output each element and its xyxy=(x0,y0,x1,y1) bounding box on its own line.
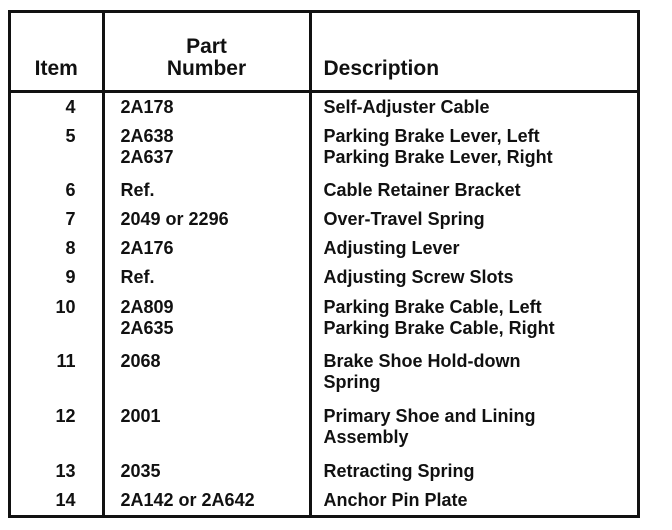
description-line: Parking Brake Cable, Right xyxy=(323,317,555,338)
description-line: Parking Brake Lever, Right xyxy=(323,146,553,167)
description-cell xyxy=(310,402,637,457)
part-number: 2A178 xyxy=(120,96,174,117)
item-number-cell: 8 xyxy=(65,238,76,259)
table-row xyxy=(11,402,637,457)
parts-table-frame xyxy=(8,10,640,518)
header-part-line2: Number xyxy=(166,56,247,80)
part-number-cell xyxy=(103,122,310,177)
table-row xyxy=(11,234,637,263)
part-number-cell xyxy=(103,263,310,292)
item-number-cell: 12 xyxy=(55,406,76,427)
description-line: Adjusting Screw Slots xyxy=(323,267,514,288)
description-cell xyxy=(310,486,637,515)
description-line: Parking Brake Cable, Left xyxy=(323,296,542,317)
part-number: 2A638 xyxy=(120,125,174,146)
table-body xyxy=(11,91,637,515)
item-number-cell: 13 xyxy=(55,460,76,481)
part-number-cell xyxy=(103,402,310,457)
part-number-cell xyxy=(103,457,310,486)
column-header-item xyxy=(11,13,103,91)
column-header-part-number xyxy=(103,13,310,91)
description-line: Anchor Pin Plate xyxy=(323,489,468,510)
description-cell xyxy=(310,457,637,486)
description-line: Parking Brake Lever, Left xyxy=(323,125,540,146)
part-number: 2035 xyxy=(120,460,161,481)
description-cell xyxy=(310,205,637,234)
item-number-cell: 10 xyxy=(55,296,76,317)
description-line: Assembly xyxy=(323,427,409,448)
part-number: 2A637 xyxy=(120,146,174,167)
table-row xyxy=(11,293,637,348)
part-number-cell xyxy=(103,176,310,205)
table-row xyxy=(11,205,637,234)
item-number-cell: 14 xyxy=(55,489,76,510)
description-cell xyxy=(310,176,637,205)
part-number: 2A142 or 2A642 xyxy=(120,489,255,510)
description-line: Cable Retainer Bracket xyxy=(323,180,521,201)
description-cell xyxy=(310,122,637,177)
header-part-line1: Part xyxy=(186,34,227,58)
description-line: Self-Adjuster Cable xyxy=(323,96,490,117)
table-row xyxy=(11,263,637,292)
part-number: Ref. xyxy=(120,180,155,201)
part-number-cell xyxy=(103,293,310,348)
part-number-cell xyxy=(103,91,310,122)
item-number-cell: 5 xyxy=(65,125,76,146)
parts-table xyxy=(11,13,637,515)
item-number-cell: 7 xyxy=(65,209,76,230)
table-row xyxy=(11,176,637,205)
description-cell xyxy=(310,347,637,402)
part-number-cell xyxy=(103,234,310,263)
part-number: 2A635 xyxy=(120,317,174,338)
item-number-cell: 9 xyxy=(65,267,76,288)
description-cell xyxy=(310,263,637,292)
part-number-cell xyxy=(103,347,310,402)
description-cell xyxy=(310,91,637,122)
part-number: 2049 or 2296 xyxy=(120,209,229,230)
part-number: 2001 xyxy=(120,406,161,427)
item-number-cell: 11 xyxy=(56,351,76,372)
table-row xyxy=(11,457,637,486)
description-line: Primary Shoe and Lining xyxy=(323,406,536,427)
description-line: Retracting Spring xyxy=(323,460,475,481)
table-row xyxy=(11,122,637,177)
description-line: Over-Travel Spring xyxy=(323,209,485,230)
item-number-cell: 4 xyxy=(65,96,76,117)
part-number: 2068 xyxy=(120,351,161,372)
part-number: Ref. xyxy=(120,267,155,288)
description-cell xyxy=(310,234,637,263)
table-row xyxy=(11,347,637,402)
table-row xyxy=(11,91,637,122)
description-line: Brake Shoe Hold-down xyxy=(323,351,521,372)
part-number-cell xyxy=(103,205,310,234)
part-number-cell xyxy=(103,486,310,515)
column-header-description xyxy=(310,13,637,91)
table-row xyxy=(11,486,637,515)
part-number: 2A809 xyxy=(120,296,174,317)
description-line: Adjusting Lever xyxy=(323,238,460,259)
part-number: 2A176 xyxy=(120,238,174,259)
description-line: Spring xyxy=(323,372,381,393)
table-header-row xyxy=(11,13,637,91)
header-item-label: Item xyxy=(34,56,78,80)
header-description-label: Description xyxy=(323,56,440,80)
description-cell xyxy=(310,293,637,348)
item-number-cell: 6 xyxy=(65,180,76,201)
